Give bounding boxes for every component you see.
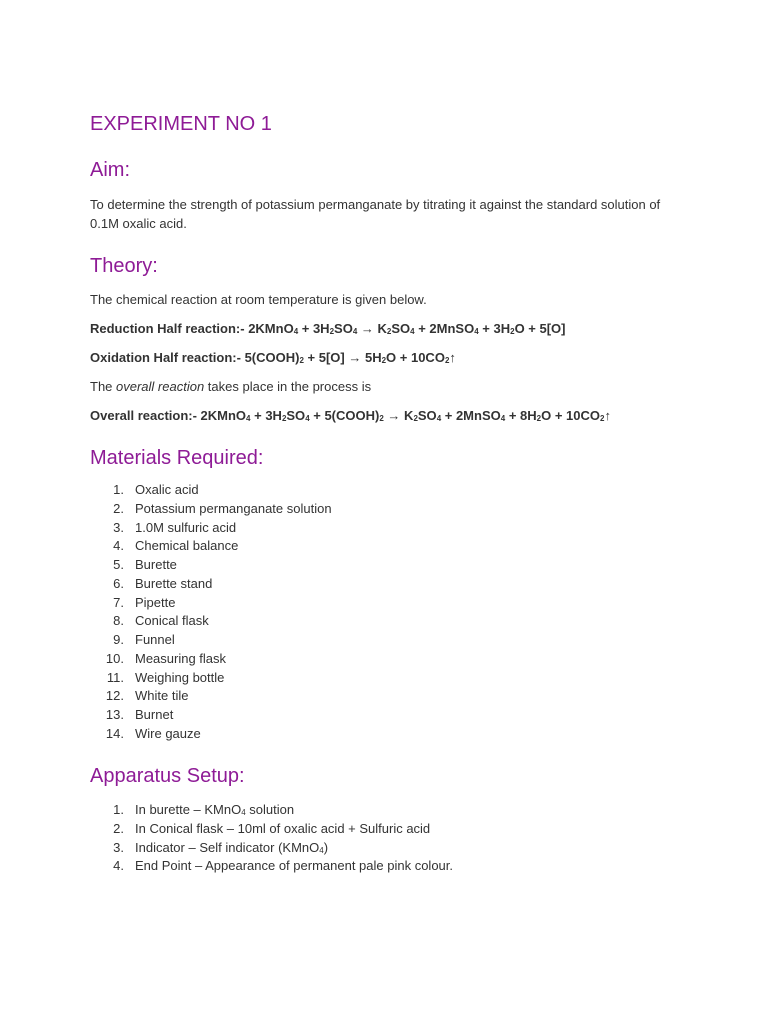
list-number: 2.	[113, 820, 124, 836]
overall-intro	[90, 377, 371, 396]
list-number: 1.	[113, 482, 124, 497]
list-number: 8.	[113, 613, 124, 629]
list-text	[135, 801, 294, 820]
list-text: End Point – Appearance of permanent pale pink colour.	[135, 858, 453, 874]
list-number: 7.	[113, 594, 124, 610]
aim-text: To determine the strength of potassium permanganate by titrating it against the standard solution of 0.1M oxalic acid.	[90, 197, 661, 231]
list-text: Measuring flask	[135, 650, 227, 666]
list-text: Wire gauze	[135, 725, 201, 741]
list-number: 6.	[113, 575, 124, 591]
list-text: Oxalic acid	[135, 482, 199, 497]
overall-reaction	[90, 406, 611, 425]
list-number: 4.	[113, 858, 124, 874]
list-text: Conical flask	[135, 613, 209, 629]
list-text: Chemical balance	[135, 538, 239, 554]
overall-label: Overall reaction:-	[90, 408, 201, 423]
theory-heading: Theory:	[90, 255, 158, 277]
overall-intro-post: takes place in the process is	[204, 379, 372, 394]
aim-heading: Aim:	[90, 159, 130, 181]
list-text: Burette	[135, 557, 177, 572]
apparatus-item-1-sub: 4	[241, 808, 246, 817]
list-number: 2.	[113, 500, 124, 516]
apparatus-item-3-sub: 4	[319, 845, 324, 855]
oxidation-reaction	[90, 348, 456, 367]
reduction-label: Reduction Half reaction:-	[90, 321, 249, 336]
apparatus-item-3-post: )	[323, 839, 329, 855]
apparatus-item-1-post: solution	[245, 802, 295, 817]
overall-intro-em: overall reaction	[116, 379, 205, 394]
list-text	[135, 839, 328, 858]
apparatus-item-3-pre: Indicator – Self indicator (KMnO	[135, 839, 320, 855]
list-text: Potassium permanganate solution	[135, 500, 332, 516]
list-number: 11.	[106, 669, 124, 685]
list-number: 12.	[105, 688, 124, 704]
oxidation-label: Oxidation Half reaction:-	[90, 350, 245, 365]
page-title: EXPERIMENT NO 1	[90, 113, 272, 135]
materials-heading: Materials Required:	[90, 447, 264, 469]
apparatus-heading: Apparatus Setup:	[90, 765, 245, 787]
list-text: White tile	[135, 688, 189, 704]
list-number: 3.	[113, 519, 124, 535]
list-text: Weighing bottle	[135, 669, 225, 685]
list-number: 4.	[113, 538, 124, 554]
list-text: In Conical flask – 10ml of oxalic acid + Sulfuric acid	[135, 820, 431, 836]
list-number: 3.	[113, 839, 124, 855]
list-text: Burette stand	[135, 575, 213, 591]
list-number: 13.	[105, 707, 124, 722]
overall-equation: 2KMnO$_4$ + $3H_2SO_4$ + $5(COOH)_2 \to K_2SO_4$ + 2MnSO$_4$ + $8H_2O$ + $10CO_2↑$	[200, 408, 611, 423]
list-number: 9.	[113, 632, 124, 647]
list-number: 10.	[105, 650, 124, 666]
list-number: 14.	[105, 725, 124, 741]
apparatus-item-1-pre: In burette – KMnO	[135, 802, 242, 817]
list-number: 5.	[113, 557, 124, 572]
list-text: 1.0M sulfuric acid	[135, 519, 237, 535]
list-text: Funnel	[135, 632, 175, 647]
reduction-reaction	[90, 319, 566, 338]
list-number: 1.	[113, 802, 124, 817]
overall-intro-pre: The	[90, 379, 117, 394]
reduction-equation: 2KMnO$_4$ + $3H_2SO_4 \to K_2SO_4$ + 2MnSO$_4$ + $3H_2O + 5[O]$	[248, 321, 566, 336]
oxidation-equation: $5(COOH)_2 + 5[O] \to 5H_2O$ + $10CO_2↑$	[244, 350, 456, 365]
list-text: Pipette	[135, 594, 176, 610]
list-text: Burnet	[135, 707, 174, 722]
theory-intro: The chemical reaction at room temperature is given below.	[90, 292, 427, 307]
